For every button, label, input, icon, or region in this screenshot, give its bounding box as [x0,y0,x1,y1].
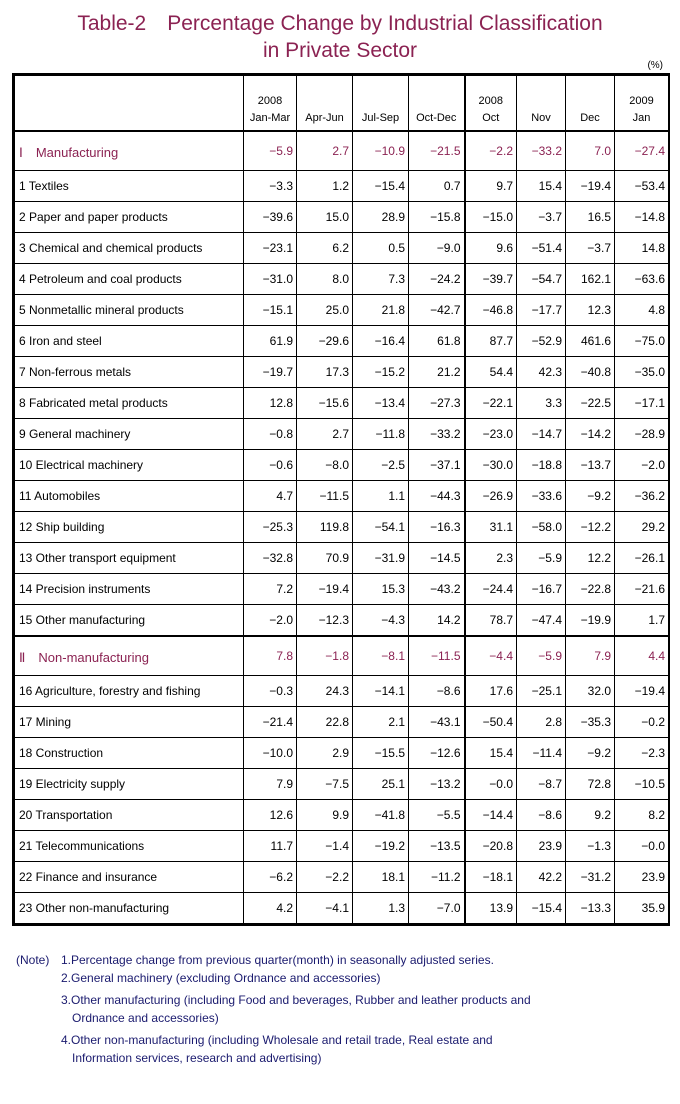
value-cell: −5.9 [244,131,297,171]
value-cell: 6.2 [297,233,353,264]
value-cell: −39.7 [465,264,517,295]
table-row [15,707,669,738]
table-row [15,388,669,419]
value-cell: −24.4 [465,574,517,605]
note-text [61,951,494,969]
value-cell: −41.8 [353,800,409,831]
value-cell: −42.7 [409,295,465,326]
industry-label: 11 Automobiles [15,481,244,512]
value-cell: −0.2 [615,707,669,738]
value-cell: −14.8 [615,202,669,233]
value-cell: −46.8 [465,295,517,326]
value-cell: −16.4 [353,326,409,357]
note-text [61,1031,493,1067]
value-cell: 25.1 [353,769,409,800]
section-label: Ⅰ Manufacturing [15,131,244,171]
table-row [15,202,669,233]
value-cell: −26.9 [465,481,517,512]
value-cell: 17.6 [465,676,517,707]
value-cell: 23.9 [517,831,566,862]
value-cell: 9.2 [566,800,615,831]
industry-label: 12 Ship building [15,512,244,543]
value-cell: −50.4 [465,707,517,738]
value-cell: 1.2 [297,171,353,202]
value-cell: 3.3 [517,388,566,419]
note-line: 3.Other manufacturing (including Food and beverages, Rubber and leather products and [61,993,531,1007]
value-cell: 61.8 [409,326,465,357]
value-cell: −4.4 [465,636,517,676]
industry-label: 17 Mining [15,707,244,738]
value-cell: −10.0 [244,738,297,769]
value-cell: −39.6 [244,202,297,233]
value-cell: 12.3 [566,295,615,326]
value-cell: −8.7 [517,769,566,800]
value-cell: −43.2 [409,574,465,605]
value-cell: −6.2 [244,862,297,893]
value-cell: −1.4 [297,831,353,862]
table-row [15,481,669,512]
value-cell: 29.2 [615,512,669,543]
value-cell: 2.7 [297,131,353,171]
note-line: 1.Percentage change from previous quarter(month) in seasonally adjusted series. [61,953,494,967]
value-cell: 14.2 [409,605,465,637]
value-cell: −21.4 [244,707,297,738]
value-cell: 2.3 [465,543,517,574]
table-row [15,831,669,862]
value-cell: −44.3 [409,481,465,512]
industry-label: 5 Nonmetallic mineral products [15,295,244,326]
value-cell: 0.5 [353,233,409,264]
value-cell: 15.3 [353,574,409,605]
value-cell: −28.9 [615,419,669,450]
value-cell: −35.3 [566,707,615,738]
value-cell: −19.7 [244,357,297,388]
value-cell: −5.5 [409,800,465,831]
industry-label: 19 Electricity supply [15,769,244,800]
value-cell: −15.4 [353,171,409,202]
table-row [15,862,669,893]
value-cell: 12.8 [244,388,297,419]
value-cell: −2.0 [244,605,297,637]
header-row [15,76,669,132]
table-row [15,233,669,264]
note-text [61,991,531,1027]
table-row [15,676,669,707]
value-cell: −33.2 [409,419,465,450]
column-header [297,76,353,132]
column-header-period: Jan [632,112,651,124]
value-cell: −58.0 [517,512,566,543]
value-cell: −25.1 [517,676,566,707]
value-cell: −14.7 [517,419,566,450]
value-cell: −15.8 [409,202,465,233]
value-cell: −15.0 [465,202,517,233]
industry-label: 7 Non-ferrous metals [15,357,244,388]
value-cell: 16.5 [566,202,615,233]
table-row [15,450,669,481]
value-cell: −17.7 [517,295,566,326]
value-cell: 22.8 [297,707,353,738]
value-cell: 1.1 [353,481,409,512]
value-cell: −25.3 [244,512,297,543]
value-cell: 15.4 [517,171,566,202]
table-row [15,419,669,450]
table-row [15,543,669,574]
value-cell: −0.8 [244,419,297,450]
value-cell: 72.8 [566,769,615,800]
value-cell: −2.2 [465,131,517,171]
value-cell: −15.5 [353,738,409,769]
value-cell: 32.0 [566,676,615,707]
value-cell: −33.2 [517,131,566,171]
value-cell: 17.3 [297,357,353,388]
table-row [15,171,669,202]
column-header [566,76,615,132]
value-cell: −30.0 [465,450,517,481]
industry-label: 21 Telecommunications [15,831,244,862]
value-cell: 4.8 [615,295,669,326]
value-cell: −23.1 [244,233,297,264]
column-header-period: Apr-Jun [305,112,344,124]
value-cell: −3.7 [517,202,566,233]
table-row [15,800,669,831]
value-cell: 1.7 [615,605,669,637]
industry-label: 10 Electrical machinery [15,450,244,481]
column-header-year [409,93,464,110]
value-cell: 7.0 [566,131,615,171]
value-cell: −19.2 [353,831,409,862]
value-cell: 35.9 [615,893,669,924]
value-cell: −8.1 [353,636,409,676]
value-cell: 2.7 [297,419,353,450]
value-cell: 61.9 [244,326,297,357]
note-line: 4.Other non-manufacturing (including Wholesale and retail trade, Real estate and [61,1033,493,1047]
value-cell: −31.9 [353,543,409,574]
table-row [15,893,669,924]
value-cell: −20.8 [465,831,517,862]
table-row [15,769,669,800]
value-cell: −2.2 [297,862,353,893]
industry-label: 15 Other manufacturing [15,605,244,637]
value-cell: −13.4 [353,388,409,419]
industry-label: 2 Paper and paper products [15,202,244,233]
value-cell: −9.2 [566,481,615,512]
value-cell: −43.1 [409,707,465,738]
value-cell: −27.4 [615,131,669,171]
value-cell: −4.3 [353,605,409,637]
value-cell: 18.1 [353,862,409,893]
value-cell: −19.4 [566,171,615,202]
value-cell: 7.9 [244,769,297,800]
industry-label: 14 Precision instruments [15,574,244,605]
column-header-period: Jan-Mar [249,112,291,124]
value-cell: −15.4 [517,893,566,924]
industry-label: 8 Fabricated metal products [15,388,244,419]
column-header-period: Oct [482,112,500,124]
value-cell: −21.5 [409,131,465,171]
note-item [16,969,531,987]
value-cell: −11.5 [409,636,465,676]
value-cell: −52.9 [517,326,566,357]
column-header [409,76,465,132]
value-cell: 12.2 [566,543,615,574]
value-cell: −14.5 [409,543,465,574]
value-cell: 12.6 [244,800,297,831]
column-header-year: 2008 [478,95,503,107]
industry-label: 4 Petroleum and coal products [15,264,244,295]
value-cell: −40.8 [566,357,615,388]
column-header-year [517,93,565,110]
value-cell: −8.6 [409,676,465,707]
section-label: Ⅱ Non-manufacturing [15,636,244,676]
value-cell: 14.8 [615,233,669,264]
table-row [15,738,669,769]
value-cell: −19.4 [615,676,669,707]
value-cell: 70.9 [297,543,353,574]
value-cell: −15.6 [297,388,353,419]
value-cell: −22.1 [465,388,517,419]
value-cell: −12.6 [409,738,465,769]
value-cell: −27.3 [409,388,465,419]
note-line: Information services, research and advertising) [72,1051,322,1065]
table-row [15,264,669,295]
value-cell: 8.2 [615,800,669,831]
value-cell: −16.3 [409,512,465,543]
value-cell: 31.1 [465,512,517,543]
value-cell: −5.9 [517,543,566,574]
value-cell: 9.7 [465,171,517,202]
section-row [15,636,669,676]
value-cell: 2.9 [297,738,353,769]
unit-label: (%) [647,60,663,71]
value-cell: −15.1 [244,295,297,326]
value-cell: −2.3 [615,738,669,769]
column-header [517,76,566,132]
value-cell: 15.4 [465,738,517,769]
value-cell: −32.8 [244,543,297,574]
value-cell: −13.7 [566,450,615,481]
value-cell: −0.6 [244,450,297,481]
column-header [353,76,409,132]
table-row [15,295,669,326]
value-cell: −18.8 [517,450,566,481]
value-cell: 4.2 [244,893,297,924]
value-cell: −26.1 [615,543,669,574]
data-table-frame [12,73,670,926]
value-cell: 7.2 [244,574,297,605]
value-cell: −9.0 [409,233,465,264]
value-cell: −17.1 [615,388,669,419]
value-cell: −14.2 [566,419,615,450]
note-item [16,987,531,1027]
value-cell: −12.2 [566,512,615,543]
industry-label: 20 Transportation [15,800,244,831]
column-header-year [297,93,352,110]
value-cell: −0.0 [615,831,669,862]
value-cell: −10.5 [615,769,669,800]
value-cell: 4.7 [244,481,297,512]
value-cell: 54.4 [465,357,517,388]
value-cell: 0.7 [409,171,465,202]
industry-label: 1 Textiles [15,171,244,202]
value-cell: 7.9 [566,636,615,676]
value-cell: −10.9 [353,131,409,171]
value-cell: −11.8 [353,419,409,450]
table-subtitle: in Private Sector [262,39,418,62]
value-cell: 28.9 [353,202,409,233]
column-header [615,76,669,132]
value-cell: −1.8 [297,636,353,676]
value-cell: 21.8 [353,295,409,326]
value-cell: −13.2 [409,769,465,800]
value-cell: −18.1 [465,862,517,893]
value-cell: −51.4 [517,233,566,264]
value-cell: 21.2 [409,357,465,388]
value-cell: −16.7 [517,574,566,605]
industry-label: 23 Other non-manufacturing [15,893,244,924]
value-cell: −53.4 [615,171,669,202]
column-header [465,76,517,132]
value-cell: 2.1 [353,707,409,738]
column-header-period: Oct-Dec [416,112,457,124]
value-cell: 23.9 [615,862,669,893]
industry-label: 13 Other transport equipment [15,543,244,574]
value-cell: −15.2 [353,357,409,388]
column-header-period: Jul-Sep [361,112,400,124]
value-cell: 87.7 [465,326,517,357]
value-cell: −14.1 [353,676,409,707]
column-header-year: 2009 [629,95,654,107]
value-cell: 78.7 [465,605,517,637]
value-cell: 461.6 [566,326,615,357]
value-cell: −31.0 [244,264,297,295]
industry-label: 22 Finance and insurance [15,862,244,893]
value-cell: 2.8 [517,707,566,738]
note-text [61,969,381,987]
value-cell: −22.5 [566,388,615,419]
value-cell: −2.0 [615,450,669,481]
value-cell: −9.2 [566,738,615,769]
value-cell: −54.7 [517,264,566,295]
column-header-year: 2008 [257,95,283,107]
value-cell: −11.2 [409,862,465,893]
value-cell: −11.4 [517,738,566,769]
value-cell: −2.5 [353,450,409,481]
value-cell: −7.0 [409,893,465,924]
value-cell: 9.6 [465,233,517,264]
data-table [14,75,669,924]
note-item [16,1027,531,1067]
value-cell: −4.1 [297,893,353,924]
column-header-year [353,93,408,110]
value-cell: −3.3 [244,171,297,202]
value-cell: −12.3 [297,605,353,637]
industry-label: 3 Chemical and chemical products [15,233,244,264]
value-cell: −36.2 [615,481,669,512]
value-cell: −19.4 [297,574,353,605]
section-row [15,131,669,171]
table-row [15,357,669,388]
column-header [244,76,297,132]
industry-label: 16 Agriculture, forestry and fishing [15,676,244,707]
value-cell: −29.6 [297,326,353,357]
column-header-period: Dec [580,112,600,124]
value-cell: −21.6 [615,574,669,605]
value-cell: −11.5 [297,481,353,512]
value-cell: −47.4 [517,605,566,637]
industry-label: 6 Iron and steel [15,326,244,357]
value-cell: −13.3 [566,893,615,924]
value-cell: 15.0 [297,202,353,233]
value-cell: −19.9 [566,605,615,637]
value-cell: −35.0 [615,357,669,388]
value-cell: −22.8 [566,574,615,605]
value-cell: 162.1 [566,264,615,295]
value-cell: 7.8 [244,636,297,676]
value-cell: 1.3 [353,893,409,924]
note-item [16,951,531,969]
industry-label: 18 Construction [15,738,244,769]
value-cell: 7.3 [353,264,409,295]
value-cell: −0.0 [465,769,517,800]
value-cell: −63.6 [615,264,669,295]
value-cell: −24.2 [409,264,465,295]
value-cell: 24.3 [297,676,353,707]
value-cell: 9.9 [297,800,353,831]
value-cell: 13.9 [465,893,517,924]
table-row [15,326,669,357]
value-cell: −13.5 [409,831,465,862]
value-cell: 42.2 [517,862,566,893]
value-cell: 4.4 [615,636,669,676]
value-cell: −14.4 [465,800,517,831]
value-cell: 25.0 [297,295,353,326]
table-title: Table-2 Percentage Change by Industrial Classification [77,12,603,35]
value-cell: −75.0 [615,326,669,357]
value-cell: −33.6 [517,481,566,512]
value-cell: −37.1 [409,450,465,481]
value-cell: −31.2 [566,862,615,893]
value-cell: −7.5 [297,769,353,800]
value-cell: −3.7 [566,233,615,264]
note-line: 2.General machinery (excluding Ordnance and accessories) [61,971,381,985]
value-cell: −8.6 [517,800,566,831]
value-cell: −1.3 [566,831,615,862]
column-header-year [566,93,614,110]
value-cell: −54.1 [353,512,409,543]
notes-block [16,951,531,1067]
value-cell: −23.0 [465,419,517,450]
table-row [15,512,669,543]
value-cell: 8.0 [297,264,353,295]
value-cell: 119.8 [297,512,353,543]
value-cell: 11.7 [244,831,297,862]
note-line: Ordnance and accessories) [72,1011,219,1025]
value-cell: −8.0 [297,450,353,481]
value-cell: 42.3 [517,357,566,388]
industry-label: 9 General machinery [15,419,244,450]
value-cell: −0.3 [244,676,297,707]
table-row [15,574,669,605]
note-label: (Note) [16,953,50,967]
column-header-period: Nov [531,112,551,124]
table-row [15,605,669,637]
value-cell: −5.9 [517,636,566,676]
header-blank-cell [15,76,244,132]
